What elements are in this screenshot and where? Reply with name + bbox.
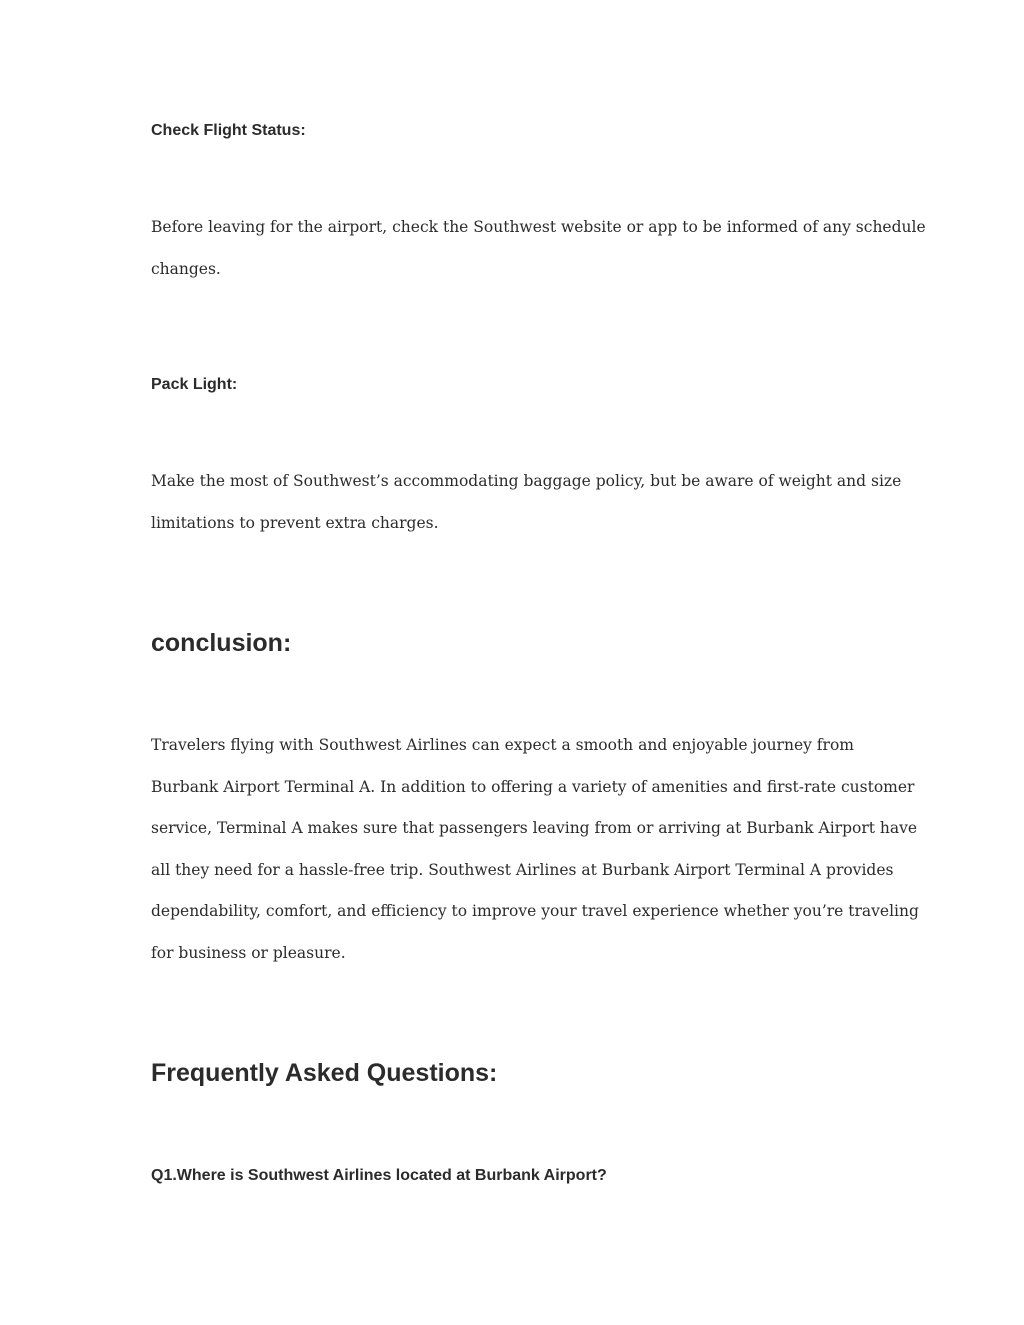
conclusion-paragraph — [151, 725, 919, 974]
pack-light-heading: Pack Light: — [151, 376, 238, 393]
pack-light-paragraph — [151, 461, 902, 544]
paragraph-line: Travelers flying with Southwest Airlines can expect a smooth and enjoyable journey from — [151, 736, 854, 754]
paragraph-line: changes. — [151, 259, 221, 278]
paragraph-line: all they need for a hassle-free trip. Southwest Airlines at Burbank Airport Terminal A provides — [151, 860, 894, 879]
paragraph-line: Make the most of Southwest’s accommodating baggage policy, but be aware of weight and size — [151, 472, 902, 490]
paragraph-line: limitations to prevent extra charges. — [151, 513, 439, 532]
paragraph-line: dependability, comfort, and efficiency to improve your travel experience whether you’re traveling — [151, 902, 919, 920]
faq-heading: Frequently Asked Questions: — [151, 1059, 498, 1087]
paragraph-line: service, Terminal A makes sure that passengers leaving from or arriving at Burbank Airport have — [151, 819, 918, 837]
check-flight-status-paragraph — [151, 207, 926, 290]
paragraph-line: Burbank Airport Terminal A. In addition to offering a variety of amenities and first-rate customer — [151, 777, 915, 796]
paragraph-line: Before leaving for the airport, check the Southwest website or app to be informed of any schedule — [151, 218, 926, 236]
faq-question-1: Q1.Where is Southwest Airlines located at Burbank Airport? — [151, 1167, 607, 1184]
check-flight-status-heading: Check Flight Status: — [151, 122, 306, 139]
conclusion-heading: conclusion: — [151, 629, 292, 657]
paragraph-line: for business or pleasure. — [151, 943, 346, 962]
